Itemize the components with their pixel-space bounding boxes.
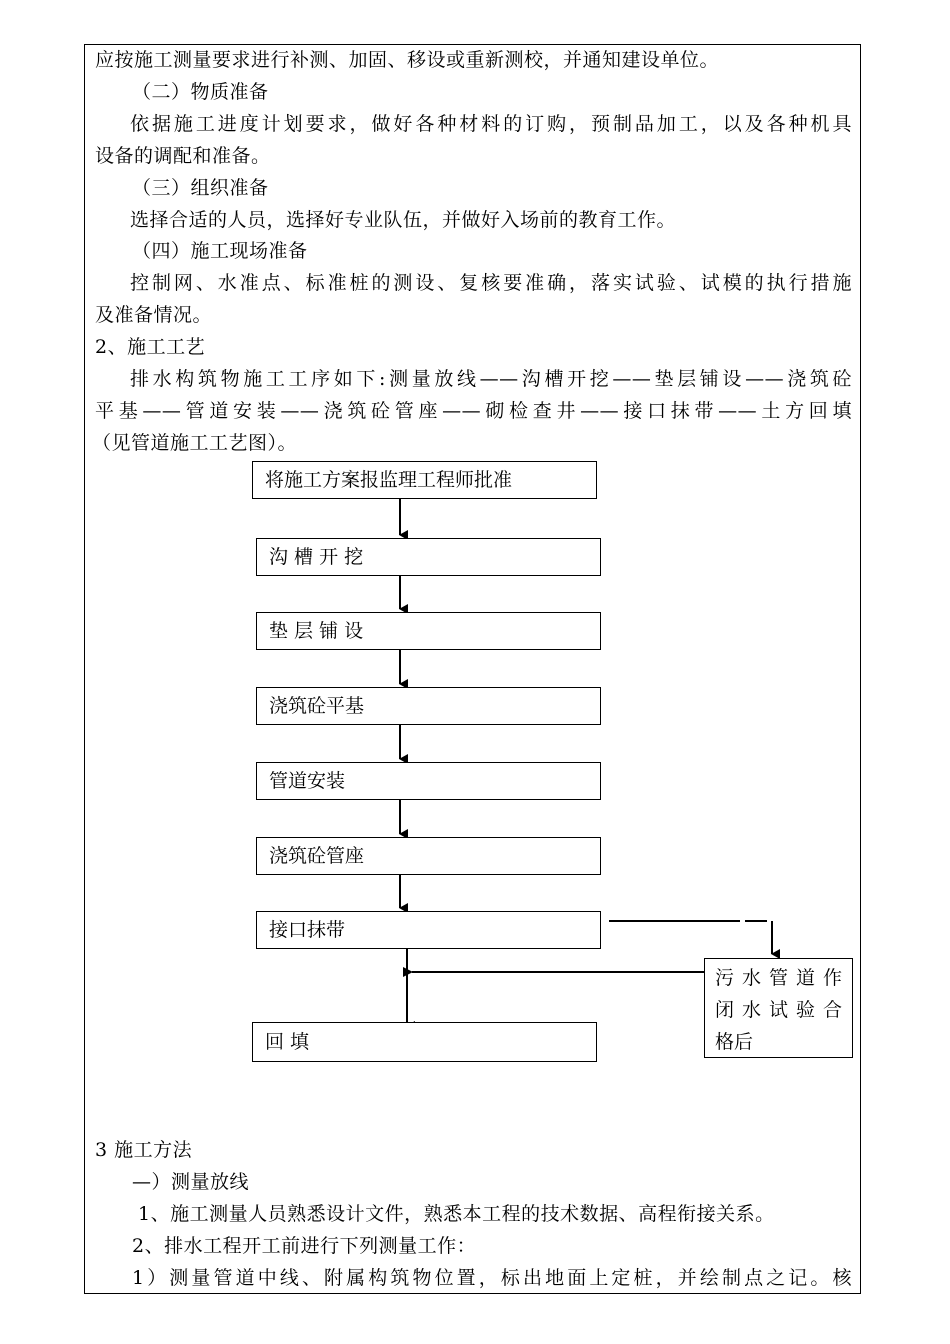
side-box-line: 污水管道作 [715, 967, 842, 989]
paragraph-line: 平基——管道安装——浇筑砼管座——砌检查井——接口抹带——土方回填 [95, 400, 852, 422]
paragraph-line: 1、施工测量人员熟悉设计文件，熟悉本工程的技术数据、高程衔接关系。 [138, 1203, 775, 1225]
paragraph-line: 2、排水工程开工前进行下列测量工作： [132, 1235, 477, 1257]
side-box-line: 闭水试验合 [715, 999, 842, 1021]
section-heading-method: 3 施工方法 [95, 1139, 193, 1161]
paragraph-line: 依据施工进度计划要求，做好各种材料的订购，预制品加工，以及各种机具 [130, 113, 852, 135]
flow-step-backfill: 回 填 [252, 1022, 597, 1062]
flow-step-pipe-installation: 管道安装 [256, 762, 601, 800]
flow-step-cushion-laying: 垫 层 铺 设 [256, 612, 601, 650]
flow-step-approval: 将施工方案报监理工程师批准 [252, 461, 597, 499]
paragraph-line: 1）测量管道中线、附属构筑物位置，标出地面上定桩，并绘制点之记。核 [132, 1267, 852, 1289]
section-heading-site: （四）施工现场准备 [132, 240, 308, 262]
paragraph-line: 及准备情况。 [95, 304, 213, 326]
paragraph-line: 应按施工测量要求进行补测、加固、移设或重新测校，并通知建设单位。 [95, 49, 720, 71]
paragraph-line: 控制网、水准点、标准桩的测设、复核要准确，落实试验、试模的执行措施 [130, 272, 852, 294]
paragraph-line: 设备的调配和准备。 [95, 145, 271, 167]
flow-side-box-water-test [704, 958, 853, 1058]
section-heading-material: （二）物质准备 [132, 81, 269, 103]
page-frame [84, 44, 861, 1294]
section-heading-organization: （三）组织准备 [132, 177, 269, 199]
flow-step-pour-flat-base: 浇筑砼平基 [256, 687, 601, 725]
paragraph-line: （见管道施工工艺图）。 [92, 432, 298, 454]
flow-step-joint-plastering: 接口抹带 [256, 911, 601, 949]
subsection-heading-survey: —）测量放线 [132, 1171, 250, 1193]
flow-step-pour-pipe-seat: 浇筑砼管座 [256, 837, 601, 875]
section-heading-process: 2、施工工艺 [95, 336, 206, 358]
paragraph-line: 选择合适的人员，选择好专业队伍，并做好入场前的教育工作。 [130, 209, 677, 231]
flow-step-trench-excavation: 沟 槽 开 挖 [256, 538, 601, 576]
paragraph-line: 排水构筑物施工工序如下:测量放线——沟槽开挖——垫层铺设——浇筑砼 [130, 368, 852, 390]
side-box-line: 格后 [715, 1031, 754, 1053]
